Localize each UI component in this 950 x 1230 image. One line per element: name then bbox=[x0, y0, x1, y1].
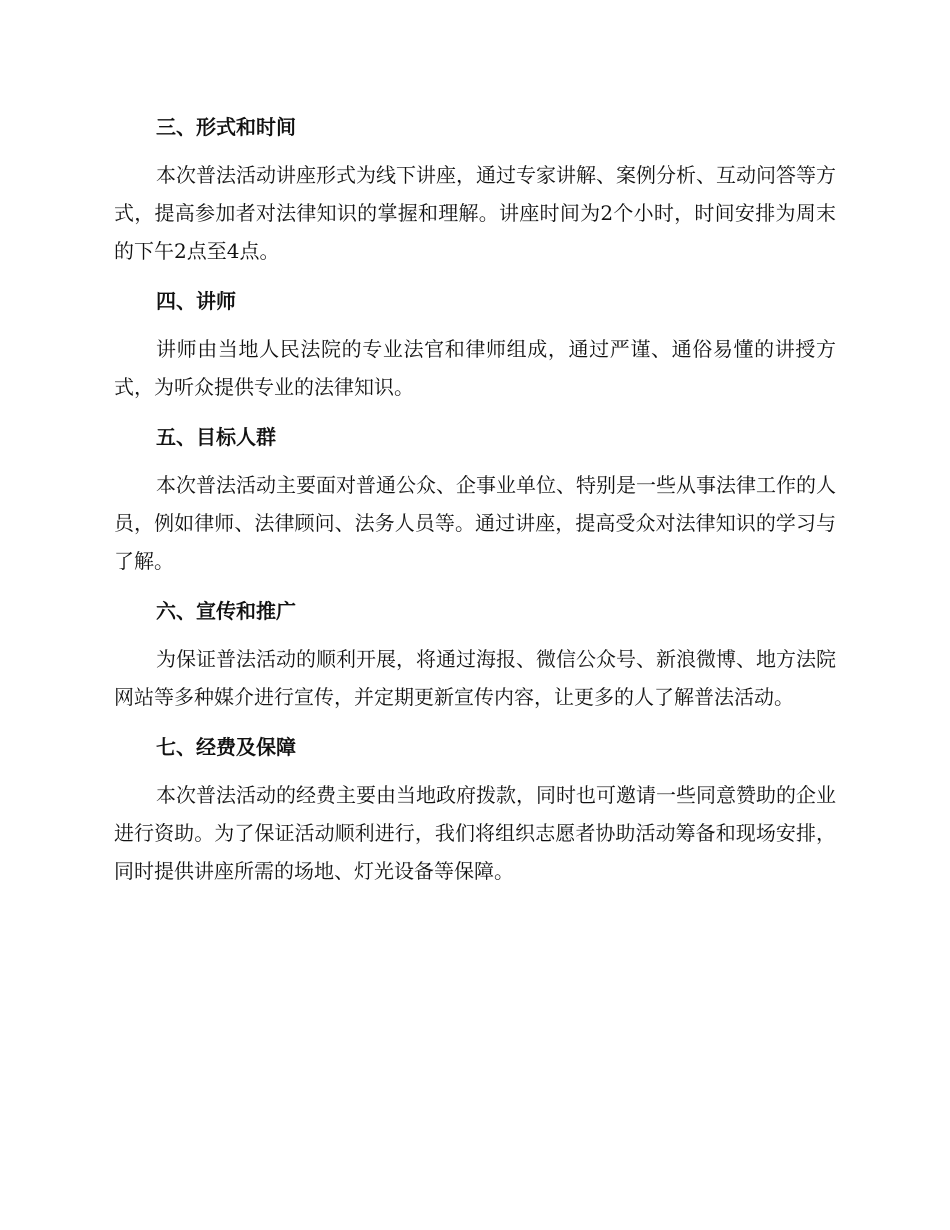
section-paragraph: 为保证普法活动的顺利开展，将通过海报、微信公众号、新浪微博、地方法院网站等多种媒介进行宣传，并定期更新宣传内容，让更多的人了解普法活动。 bbox=[114, 647, 836, 709]
section-paragraph: 本次普法活动的经费主要由当地政府拨款，同时也可邀请一些同意赞助的企业进行资助。为了保证活动顺利进行，我们将组织志愿者协助活动筹备和现场安排，同时提供讲座所需的场地、灯光设备等保障。 bbox=[114, 783, 836, 883]
section-paragraph: 本次普法活动主要面对普通公众、企事业单位、特别是一些从事法律工作的人员，例如律师、法律顾问、法务人员等。通过讲座，提高受众对法律知识的学习与了解。 bbox=[114, 473, 836, 573]
section-format-and-time bbox=[114, 108, 836, 270]
section-heading: 七、经费及保障 bbox=[156, 735, 296, 759]
section-paragraph: 讲师由当地人民法院的专业法官和律师组成，通过严谨、通俗易懂的讲授方式，为听众提供专业的法律知识。 bbox=[114, 337, 836, 399]
section-heading: 三、形式和时间 bbox=[156, 115, 296, 139]
document-body bbox=[114, 108, 836, 890]
section-heading: 四、讲师 bbox=[156, 289, 236, 313]
section-heading: 五、目标人群 bbox=[156, 425, 276, 449]
section-target-audience bbox=[114, 418, 836, 580]
section-funding-and-support bbox=[114, 728, 836, 890]
section-paragraph: 本次普法活动讲座形式为线下讲座，通过专家讲解、案例分析、互动问答等方式，提高参加者对法律知识的掌握和理解。讲座时间为2个小时，时间安排为周末的下午2点至4点。 bbox=[114, 163, 836, 263]
section-promotion bbox=[114, 592, 836, 716]
section-heading: 六、宣传和推广 bbox=[156, 599, 296, 623]
section-lecturer bbox=[114, 282, 836, 406]
